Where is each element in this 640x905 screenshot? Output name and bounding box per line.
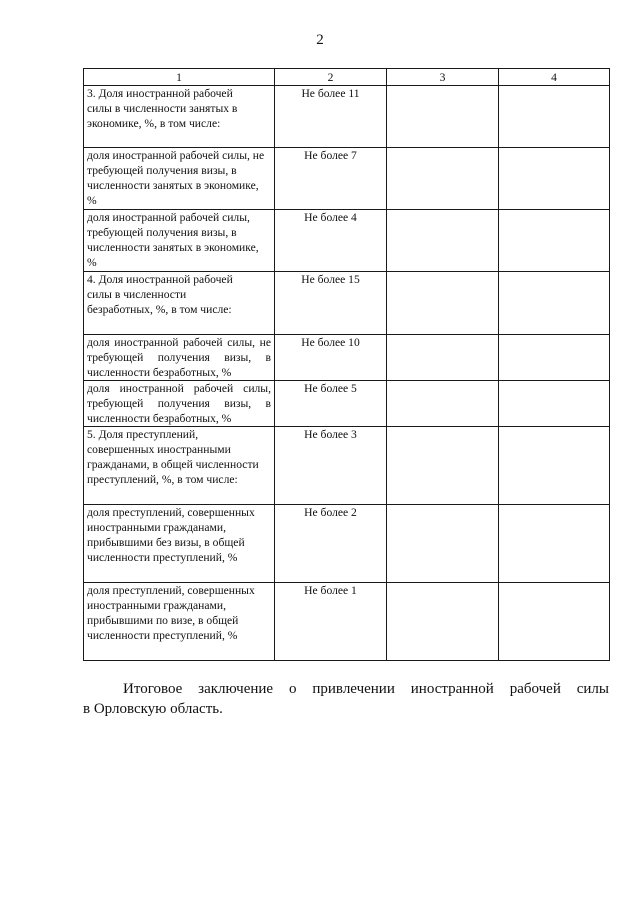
indicator-cell: доля иностранной рабочей силы, не требующей получения визы, в численности занятых в экономике, %	[84, 148, 275, 210]
conclusion-paragraph	[83, 679, 609, 719]
empty-cell	[387, 505, 499, 583]
column-header-1: 1	[84, 69, 275, 86]
empty-cell	[499, 427, 610, 505]
empty-cell	[499, 272, 610, 335]
empty-cell	[499, 335, 610, 381]
empty-cell	[387, 335, 499, 381]
indicator-cell: доля иностранной рабочей силы, требующей получения визы, в численности занятых в экономике, %	[84, 210, 275, 272]
table-row	[84, 583, 610, 661]
value-cell: Не более 15	[275, 272, 387, 335]
table-row	[84, 148, 610, 210]
value-cell: Не более 3	[275, 427, 387, 505]
value-cell: Не более 7	[275, 148, 387, 210]
page-number: 2	[316, 32, 324, 48]
empty-cell	[387, 427, 499, 505]
table-row	[84, 335, 610, 381]
empty-cell	[387, 86, 499, 148]
indicator-cell: 3. Доля иностранной рабочей силы в численности занятых в экономике, %, в том числе:	[84, 86, 275, 148]
empty-cell	[387, 210, 499, 272]
column-header-3: 3	[387, 69, 499, 86]
conclusion-line-1: Итоговое заключение о привлечении иностранной рабочей силы	[123, 681, 609, 697]
empty-cell	[499, 583, 610, 661]
empty-cell	[387, 381, 499, 427]
table-row	[84, 272, 610, 335]
empty-cell	[499, 148, 610, 210]
value-cell: Не более 2	[275, 505, 387, 583]
indicators-table	[83, 68, 610, 661]
indicator-cell: доля иностранной рабочей силы, не требующей получения визы, в численности безработных, %	[84, 335, 275, 381]
value-cell: Не более 10	[275, 335, 387, 381]
value-cell: Не более 11	[275, 86, 387, 148]
empty-cell	[499, 381, 610, 427]
table-header-row	[84, 69, 610, 86]
table-row	[84, 210, 610, 272]
empty-cell	[387, 272, 499, 335]
table-row	[84, 86, 610, 148]
column-header-2: 2	[275, 69, 387, 86]
indicator-cell: 4. Доля иностранной рабочей силы в численности безработных, %, в том числе:	[84, 272, 275, 335]
table-row	[84, 381, 610, 427]
column-header-4: 4	[499, 69, 610, 86]
value-cell: Не более 5	[275, 381, 387, 427]
conclusion-line-2: в Орловскую область.	[83, 701, 223, 717]
table-row	[84, 505, 610, 583]
indicator-cell: доля преступлений, совершенных иностранными гражданами, прибывшими по визе, в общей численности преступлений, %	[84, 583, 275, 661]
table-row	[84, 427, 610, 505]
indicator-cell: доля преступлений, совершенных иностранными гражданами, прибывшими без визы, в общей численности преступлений, %	[84, 505, 275, 583]
indicator-cell: доля иностранной рабочей силы, требующей получения визы, в численности безработных, %	[84, 381, 275, 427]
indicator-cell: 5. Доля преступлений, совершенных иностранными гражданами, в общей численности преступлений, %, в том числе:	[84, 427, 275, 505]
value-cell: Не более 1	[275, 583, 387, 661]
empty-cell	[387, 148, 499, 210]
empty-cell	[387, 583, 499, 661]
empty-cell	[499, 210, 610, 272]
value-cell: Не более 4	[275, 210, 387, 272]
empty-cell	[499, 505, 610, 583]
empty-cell	[499, 86, 610, 148]
